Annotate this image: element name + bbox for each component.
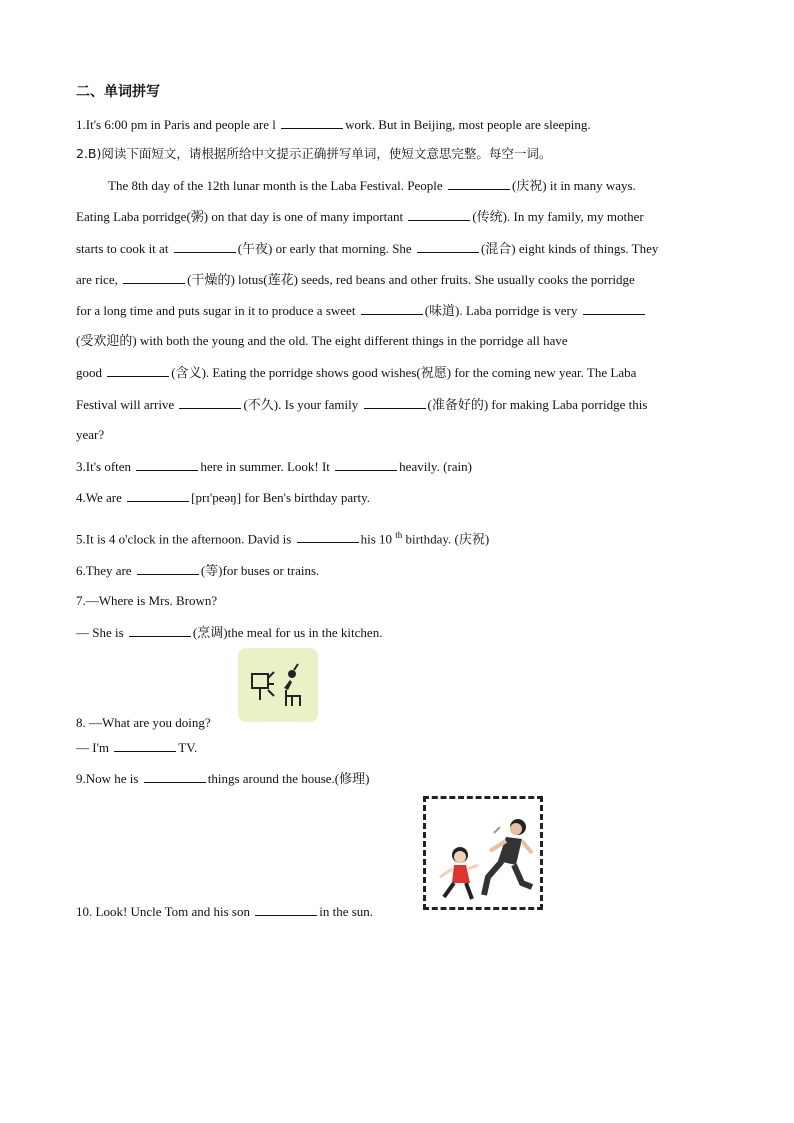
q9-text: 9.Now he is [76,771,139,786]
q6-text: (等)for buses or trains. [200,563,320,578]
passage-text: The 8th day of the 12th lunar month is the Laba Festival. People [108,178,443,193]
q3-blank-1[interactable] [136,458,198,471]
q3-text: heavily. (rain) [399,459,472,474]
passage-text: are rice, [76,272,118,287]
q8-blank[interactable] [114,739,176,752]
running-people-icon [426,799,540,907]
q1-blank[interactable] [281,116,343,129]
q5-text: 5.It is 4 o'clock in the afternoon. David is [76,531,292,547]
passage-line-7 [76,364,636,381]
running-picture [423,796,543,910]
passage-blank-5[interactable] [123,271,185,284]
passage-blank-6[interactable] [361,302,423,315]
passage-text: (混合) eight kinds of things. They [480,241,659,256]
q10-blank[interactable] [255,903,317,916]
q4-text: 4.We are [76,490,122,505]
passage-line-9: year? [76,427,105,442]
q7-blank[interactable] [129,624,191,637]
passage-text: starts to cook it at [76,241,169,256]
question-1 [76,116,591,133]
passage-line-5 [76,302,647,319]
passage-line-8 [76,396,647,413]
q4-text: [prɪ'peəŋ] for Ben's birthday party. [191,490,370,505]
question-10 [76,903,373,920]
q3-text: 3.It's often [76,459,132,474]
passage-blank-1[interactable] [448,177,510,190]
q5-text: his 10 [360,531,393,547]
q10-text: 10. Look! Uncle Tom and his son [76,904,250,919]
q8-text: TV. [178,740,198,755]
passage-blank-3[interactable] [174,240,236,253]
q7-text: (烹调)the meal for us in the kitchen. [192,625,383,640]
question-2-instruction: 2.B)阅读下面短文，请根据所给中文提示正确拼写单词，使短文意思完整。每空一词。 [76,146,552,161]
passage-text: Festival will arrive [76,397,175,412]
passage-blank-10[interactable] [364,396,426,409]
q5-blank[interactable] [297,530,359,543]
passage-text: Eating Laba porridge(粥) on that day is one of many important [76,209,404,224]
q6-blank[interactable] [137,562,199,575]
passage-text: (不久). Is your family [243,397,359,412]
question-3 [76,458,472,475]
passage-line-2 [76,208,644,225]
q3-blank-2[interactable] [335,458,397,471]
watching-tv-picture [238,648,318,722]
q7-text: — She is [76,625,124,640]
question-6 [76,562,319,579]
q9-blank[interactable] [144,770,206,783]
tv-person-icon [238,648,318,722]
passage-text: (含义). Eating the porridge shows good wishes(祝愿) for the coming new year. The Laba [171,365,637,380]
passage-text: good [76,365,102,380]
question-7-prompt: 7.—Where is Mrs. Brown? [76,593,218,608]
passage-blank-7[interactable] [583,302,645,315]
section-title: 二、单词拼写 [76,84,160,100]
q10-text: in the sun. [319,904,374,919]
q6-text: 6.They are [76,563,132,578]
passage-text: (味道). Laba porridge is very [424,303,578,318]
q9-text: things around the house.(修理) [207,771,370,786]
passage-line-6: (受欢迎的) with both the young and the old. The eight different things in the porridge all have [76,333,568,348]
q1-text-a: 1.It's 6:00 pm in Paris and people are l [76,117,276,132]
question-8-prompt: 8. —What are you doing? [76,715,211,730]
passage-text: (干燥的) lotus(莲花) seeds, red beans and other fruits. She usually cooks the porridge [187,272,635,287]
q4-blank[interactable] [127,489,189,502]
q5-text: birthday. (庆祝) [402,531,490,547]
passage-text: (传统). In my family, my mother [472,209,644,224]
passage-text: (准备好的) for making Laba porridge this [427,397,648,412]
passage-line-4 [76,271,635,288]
passage-blank-2[interactable] [408,208,470,221]
question-4 [76,489,370,506]
question-9 [76,770,369,787]
passage-blank-8[interactable] [107,364,169,377]
passage-line-1 [108,177,636,194]
q8-text: — I'm [76,740,110,755]
q5-superscript: th [395,530,403,540]
passage-text: (午夜) or early that morning. She [237,241,412,256]
passage-blank-4[interactable] [417,240,479,253]
q3-text: here in summer. Look! It [200,459,330,474]
question-5 [76,527,489,547]
passage-blank-9[interactable] [179,396,241,409]
passage-text: for a long time and puts sugar in it to produce a sweet [76,303,356,318]
passage-text: (庆祝) it in many ways. [511,178,636,193]
q1-text-b: work. But in Beijing, most people are sleeping. [345,117,591,132]
question-7-answer [76,624,382,641]
question-8-answer [76,739,197,756]
passage-line-3 [76,240,658,257]
